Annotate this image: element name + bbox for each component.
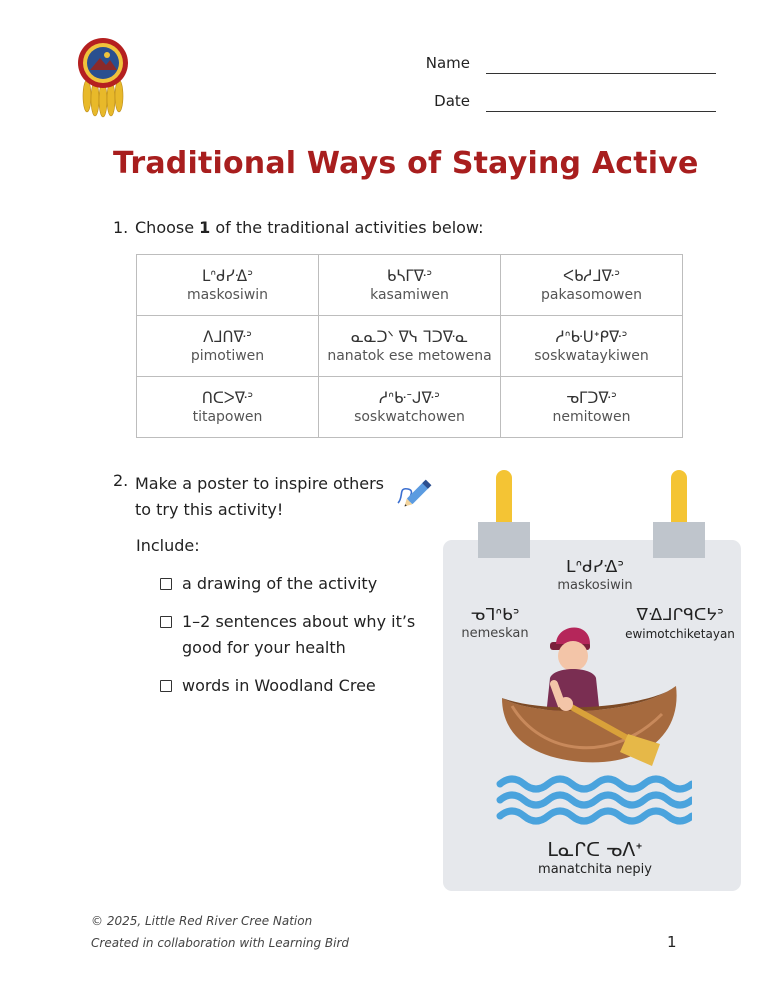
activity-cell xyxy=(501,255,683,316)
poster-word-roman: nemeskan xyxy=(461,626,529,641)
question-2-number: 2. xyxy=(113,471,129,490)
activity-cell xyxy=(319,377,501,438)
activity-roman: nanatok ese metowena xyxy=(327,348,492,364)
activity-syllabics: ᓀᒥᑐᐍᐣ xyxy=(566,389,617,407)
page-title: Traditional Ways of Staying Active xyxy=(113,146,699,181)
activity-syllabics: ᓱᐢᑿᐨᒍᐍᐣ xyxy=(379,389,440,407)
activity-roman: soskwataykiwen xyxy=(534,348,649,364)
poster-clip xyxy=(653,522,705,558)
question-1-text xyxy=(135,218,484,237)
activity-syllabics: ᐱᒧᑎᐍᐣ xyxy=(203,328,252,346)
water-waves xyxy=(500,779,692,821)
activity-cell xyxy=(319,255,501,316)
activity-cell xyxy=(137,377,319,438)
activity-syllabics: ᑎᑕᐳᐍᐣ xyxy=(201,389,254,407)
activity-roman: maskosiwin xyxy=(186,287,269,303)
poster-word-roman: maskosiwin xyxy=(557,578,633,593)
table-row xyxy=(137,255,683,316)
activity-cell xyxy=(501,377,683,438)
activity-syllabics: ᓇᓇᑐᐠ ᐁᓭ ᒣᑐᐍᓇ xyxy=(350,328,469,346)
poster-word-syllabics: ᒪᓇᒋᑕ ᓀᐱᕀ xyxy=(547,839,643,861)
question-1-text-end: of the traditional activities below: xyxy=(210,218,484,237)
activity-roman: nemitowen xyxy=(552,409,631,425)
checklist-item-label: a drawing of the activity xyxy=(182,574,378,593)
footer-credit: Created in collaboration with Learning Bird xyxy=(91,936,350,950)
head xyxy=(558,641,588,671)
checkbox[interactable] xyxy=(160,578,172,590)
activity-syllabics: ᒪᐢᑯᓯᐎᐣ xyxy=(201,267,254,285)
poster-word-roman: ewimotchiketayan xyxy=(625,627,735,641)
activity-roman: kasamiwen xyxy=(370,287,449,303)
nation-logo-icon xyxy=(74,36,134,118)
date-field[interactable] xyxy=(400,92,720,116)
question-1-bold: 1 xyxy=(199,218,211,237)
activity-roman: pakasomowen xyxy=(541,287,642,303)
poster-word-syllabics: ᐁᐎᒧᒋᑫᑕᔭᐣ xyxy=(636,605,724,625)
activity-cell xyxy=(319,316,501,377)
activity-roman: pimotiwen xyxy=(190,348,265,364)
activity-syllabics: ᐸᑲᓱᒧᐍᐣ xyxy=(563,267,620,285)
name-line[interactable] xyxy=(486,73,716,74)
poster-clip xyxy=(478,522,530,558)
activity-syllabics: ᓱᐢᑿᑌᐩᑭᐍᐣ xyxy=(555,328,628,346)
activities-table xyxy=(136,254,683,438)
page-number: 1 xyxy=(667,933,677,951)
poster-word-syllabics: ᒪᐢᑯᓯᐎᐣ xyxy=(566,557,624,577)
question-1-number: 1. xyxy=(113,218,129,237)
activity-cell xyxy=(137,316,319,377)
name-label: Name xyxy=(425,54,470,72)
activity-syllabics: ᑲᓴᒥᐍᐣ xyxy=(386,267,433,285)
checklist-item-label: words in Woodland Cree xyxy=(182,676,376,695)
checklist-item-label: 1–2 sentences about why it’s good for your health xyxy=(182,612,416,657)
checkbox[interactable] xyxy=(160,680,172,692)
include-label: Include: xyxy=(136,536,200,555)
activity-cell xyxy=(137,255,319,316)
activity-cell xyxy=(501,316,683,377)
table-row xyxy=(137,316,683,377)
table-row xyxy=(137,377,683,438)
activity-roman: soskwatchowen xyxy=(354,409,465,425)
poster-word-top xyxy=(540,556,650,594)
date-line[interactable] xyxy=(486,111,716,112)
poster-word-bottom xyxy=(520,838,670,878)
poster-word-syllabics: ᓀᒣᐢᑲᐣ xyxy=(470,605,520,625)
canoe-paddler-illustration xyxy=(492,606,692,826)
checkbox[interactable] xyxy=(160,616,172,628)
poster-word-roman: manatchita nepiy xyxy=(538,862,652,877)
activity-roman: titapowen xyxy=(192,409,263,425)
name-field[interactable] xyxy=(400,54,720,78)
question-1-text-start: Choose xyxy=(135,218,200,237)
pencil-icon xyxy=(394,473,436,513)
question-2-text: Make a poster to inspire others to try this activity! xyxy=(135,474,384,519)
footer-copyright: © 2025, Little Red River Cree Nation xyxy=(91,914,313,928)
date-label: Date xyxy=(434,92,470,110)
